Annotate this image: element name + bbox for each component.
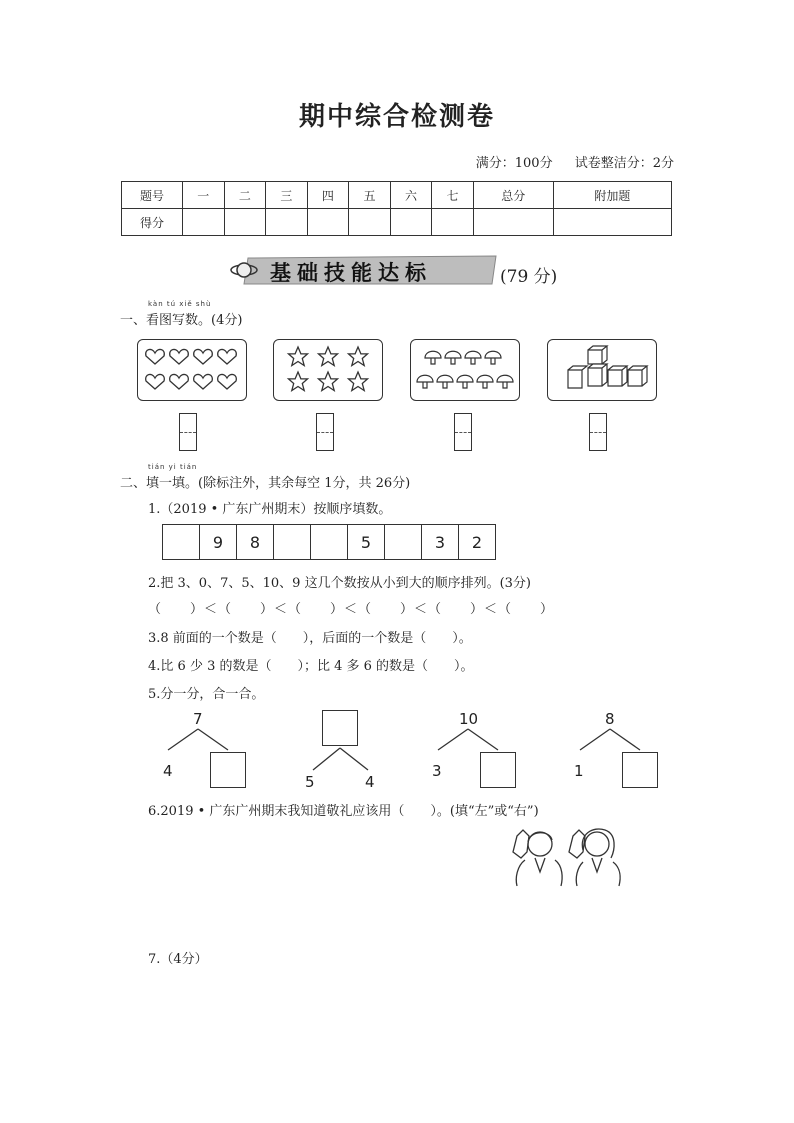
section1-title: 一、看图写数。(4分)	[120, 313, 243, 328]
sequence-cell: 5	[348, 525, 385, 560]
tree-1-left: 4	[163, 762, 173, 780]
question-4: 4.比 6 少 3 的数是（ ）；比 4 多 6 的数是（ ）。	[148, 659, 474, 674]
tree-2-left: 5	[305, 773, 315, 791]
question-3: 3.8 前面的一个数是（ ），后面的一个数是（ ）。	[148, 631, 472, 646]
tree-4-top: 8	[605, 710, 615, 728]
question-2-blanks[interactable]: （ ）＜（ ）＜（ ）＜（ ）＜（ ）＜（ ）	[148, 602, 555, 617]
full-score: 满分：100分	[475, 156, 553, 171]
question-1: 1.（2019 • 广东广州期末）按顺序填数。	[148, 502, 392, 517]
saluting-children-illustration	[497, 822, 632, 888]
tree-3-top: 10	[459, 710, 479, 728]
question-5: 5.分一分，合一合。	[148, 687, 265, 702]
banner-score: (79 分)	[500, 267, 558, 287]
score-table-cell: 题号	[122, 182, 183, 209]
score-table-cell: 七	[432, 182, 474, 209]
tree-4-left: 1	[574, 762, 584, 780]
tree-1-right-box[interactable]	[210, 752, 246, 788]
score-table-cell: 三	[266, 182, 308, 209]
score-table-cell: 六	[390, 182, 432, 209]
page-title: 期中综合检测卷	[298, 102, 495, 132]
tree-1-top: 7	[193, 710, 203, 728]
sequence-cell: 8	[237, 525, 274, 560]
score-table-cell: 得分	[122, 209, 183, 236]
sequence-cell: 9	[200, 525, 237, 560]
tree-2-top-box[interactable]	[322, 710, 358, 746]
sequence-cell: 2	[459, 525, 496, 560]
section1-pinyin: kàn tú xiě shù	[148, 300, 212, 308]
score-table-cell: 五	[349, 182, 391, 209]
question-2: 2.把 3、0、7、5、10、9 这几个数按从小到大的顺序排列。(3分)	[148, 576, 531, 591]
score-table-cell: 一	[183, 182, 225, 209]
score-table-cell: 四	[307, 182, 349, 209]
tree-3-left: 3	[432, 762, 442, 780]
neatness-score: 试卷整洁分：2分	[574, 156, 674, 171]
sequence-cell: 3	[422, 525, 459, 560]
score-table-cell: 二	[224, 182, 266, 209]
score-table-cell: 附加题	[553, 182, 671, 209]
section2-title: 二、填一填。(除标注外，其余每空 1分，共 26分)	[120, 476, 411, 491]
section2-pinyin: tián yi tián	[148, 463, 198, 471]
tree-4-right-box[interactable]	[622, 752, 658, 788]
tree-3-right-box[interactable]	[480, 752, 516, 788]
question-7: 7.（4分）	[148, 952, 208, 967]
score-table-cell: 总分	[473, 182, 553, 209]
question-6: 6.2019 • 广东广州期末我知道敬礼应该用（ ）。(填“左”或“右”)	[148, 804, 539, 819]
tree-2-right: 4	[365, 773, 375, 791]
banner-title: 基础技能达标	[270, 261, 432, 285]
